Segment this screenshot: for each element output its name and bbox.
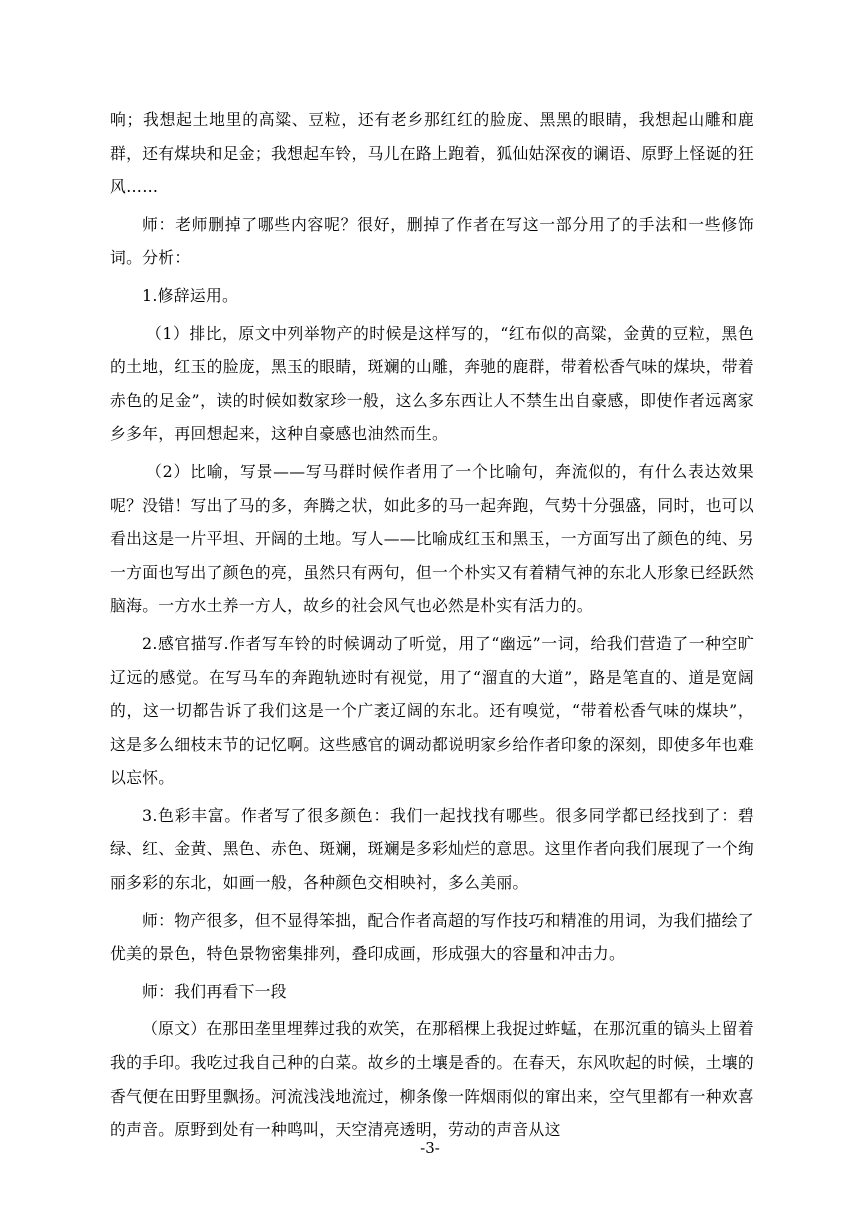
paragraph-original-text: （原文）在那田垄里埋葬过我的欢笑，在那稻棵上我捉过蚱蜢，在那沉重的镐头上留着我的手印。我吃过我自己种的白菜。故乡的土壤是香的。在春天，东风吹起的时候，土壤的香气便在田野里飘扬。河流浅浅地流过，柳条像一阵烟雨似的窜出来，空气里都有一种欢喜的声音。原野到处有一种鸣叫，天空清亮透明，劳动的声音从这	[110, 1019, 754, 1140]
paragraph-parallelism: （1）排比，原文中列举物产的时候是这样写的，“红布似的高粱，金黄的豆粒，黑色的土地，红玉的脸庞，黑玉的眼睛，斑斓的山雕，奔驰的鹿群，带着松香气味的煤块，带着赤色的足金”，读的时候如数家珍一般，这么多东西让人不禁生出自豪感，即使作者远离家乡多年，再回想起来，这种自豪感也油然而生。	[110, 323, 754, 444]
paragraph-senses: 2.感官描写.作者写车铃的时候调动了听觉，用了“幽远”一词，给我们营造了一种空旷辽远的感觉。在写马车的奔跑轨迹时有视觉，用了“溜直的大道”，路是笔直的、道是宽阔的，这一切都告诉了我们这是一个广袤辽阔的东北。还有嗅觉，“带着松香气味的煤块”，这是多么细枝末节的记忆啊。这些感官的调动都说明家乡给作者印象的深刻，即使多年也难以忘怀。	[110, 633, 754, 788]
paragraph-colors: 3.色彩丰富。作者写了很多颜色：我们一起找找有哪些。很多同学都已经找到了：碧绿、红、金黄、黑色、赤色、斑斓，斑斓是多彩灿烂的意思。这里作者向我们展现了一个绚丽多彩的东北，如画一般，各种颜色交相映衬，多么美丽。	[110, 805, 754, 893]
paragraph-continuation: 响；我想起土地里的高粱、豆粒，还有老乡那红红的脸庞、黑黑的眼睛，我想起山雕和鹿群，还有煤块和足金；我想起车铃，马儿在路上跑着，狐仙姑深夜的谰语、原野上怪诞的狂风……	[110, 110, 754, 197]
page-number: -3-	[420, 1139, 440, 1157]
document-body	[110, 103, 754, 1147]
paragraph-metaphor: （2）比喻，写景——写马群时候作者用了一个比喻句，奔流似的，有什么表达效果呢？没错！写出了马的多，奔腾之状，如此多的马一起奔跑，气势十分强盛，同时，也可以看出这是一片平坦、开阔的土地。写人——比喻成红玉和黑玉，一方面写出了颜色的纯、另一方面也写出了颜色的亮，虽然只有两句，但一个朴实又有着精气神的东北人形象已经跃然脑海。一方水土养一方人，故乡的社会风气也必然是朴实有活力的。	[110, 461, 754, 616]
paragraph-teacher-next: 师：我们再看下一段	[142, 981, 287, 1001]
paragraph-teacher-summary: 师：物产很多，但不显得笨拙，配合作者高超的写作技巧和精准的用词，为我们描绘了优美的景色，特色景物密集排列，叠印成画，形成强大的容量和冲击力。	[110, 910, 754, 964]
paragraph-heading-rhetoric: 1.修辞运用。	[142, 285, 239, 305]
paragraph-teacher-question: 师：老师删掉了哪些内容呢？很好，删掉了作者在写这一部分用了的手法和一些修饰词。分析：	[110, 214, 754, 268]
